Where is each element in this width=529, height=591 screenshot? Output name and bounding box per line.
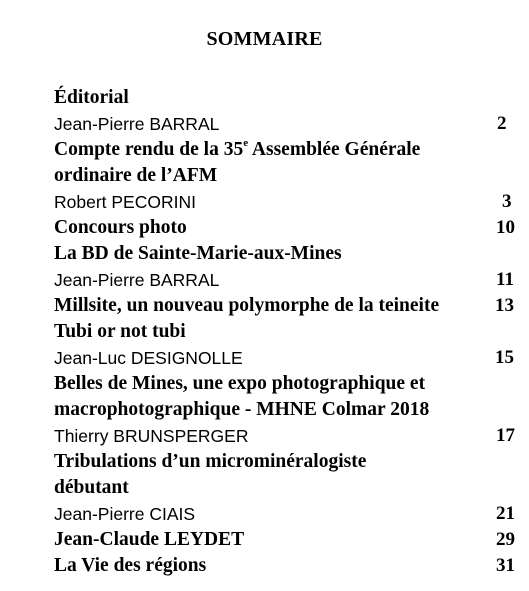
toc-title-editorial: Éditorial (54, 87, 129, 108)
toc-title-compte-rendu-line2: ordinaire de l’AFM (54, 165, 218, 186)
toc-title-belles-line1: Belles de Mines, une expo photographique et (54, 373, 426, 394)
toc-author-row (54, 267, 516, 293)
toc-page-number: 17 (496, 425, 515, 446)
toc-entry-tubi (54, 319, 516, 345)
toc-author-designolle: Jean-Luc DESIGNOLLE (54, 348, 243, 368)
toc-title-compte-rendu-line1 (54, 137, 420, 163)
toc-page-number: 21 (496, 503, 515, 524)
toc-title-text: Compte rendu de la 35 (54, 139, 244, 160)
toc-entry-bd (54, 241, 516, 267)
toc-author-row (54, 189, 516, 215)
toc-entry-concours (54, 215, 516, 241)
toc-author-barral: Jean-Pierre BARRAL (54, 114, 220, 134)
toc-author-row (54, 423, 516, 449)
page-title: SOMMAIRE (206, 28, 323, 50)
toc-entry-editorial (54, 85, 516, 111)
toc-page-number: 10 (496, 217, 515, 238)
toc-entry-compte-rendu (54, 137, 516, 163)
toc-title-tribulations-line2: débutant (54, 477, 129, 498)
toc-page-number: 29 (496, 529, 515, 550)
toc-entry-compte-rendu-cont (54, 163, 516, 189)
toc-title-bd: La BD de Sainte-Marie-aux-Mines (54, 243, 342, 264)
toc-title-millsite: Millsite, un nouveau polymorphe de la teineite (54, 295, 440, 316)
toc-entry-leydet (54, 527, 516, 553)
toc-title-tubi: Tubi or not tubi (54, 321, 186, 342)
toc-title-leydet: Jean-Claude LEYDET (54, 529, 245, 550)
toc-author-row (54, 501, 516, 527)
toc-entry-tribulations-cont (54, 475, 516, 501)
toc-title-concours: Concours photo (54, 217, 187, 238)
toc-entry-belles (54, 371, 516, 397)
toc-page-number: 2 (497, 113, 507, 134)
toc-author-row (54, 111, 516, 137)
toc-title-belles-line2: macrophotographique - MHNE Colmar 2018 (54, 399, 430, 420)
toc-author-brunsperger: Thierry BRUNSPERGER (54, 426, 249, 446)
toc-entry-tribulations (54, 449, 516, 475)
toc-entry-belles-cont (54, 397, 516, 423)
toc-title-regions: La Vie des régions (54, 555, 207, 576)
ordinal-suffix: e (243, 136, 249, 149)
toc-title-text: Assemblée Générale (248, 139, 421, 160)
toc-page-number: 13 (495, 295, 514, 316)
toc-entry-regions (54, 553, 516, 579)
toc-author-pecorini: Robert PECORINI (54, 192, 196, 212)
toc-page-number: 11 (496, 269, 514, 290)
toc-page-number: 31 (496, 555, 515, 576)
toc-author-barral: Jean-Pierre BARRAL (54, 270, 220, 290)
toc-entry-millsite (54, 293, 516, 319)
table-of-contents (54, 85, 516, 579)
toc-title-tribulations-line1: Tribulations d’un microminéralogiste (54, 451, 367, 472)
toc-author-row (54, 345, 516, 371)
toc-page-number: 3 (502, 191, 512, 212)
toc-page-number: 15 (495, 347, 514, 368)
toc-author-ciais: Jean-Pierre CIAIS (54, 504, 196, 524)
